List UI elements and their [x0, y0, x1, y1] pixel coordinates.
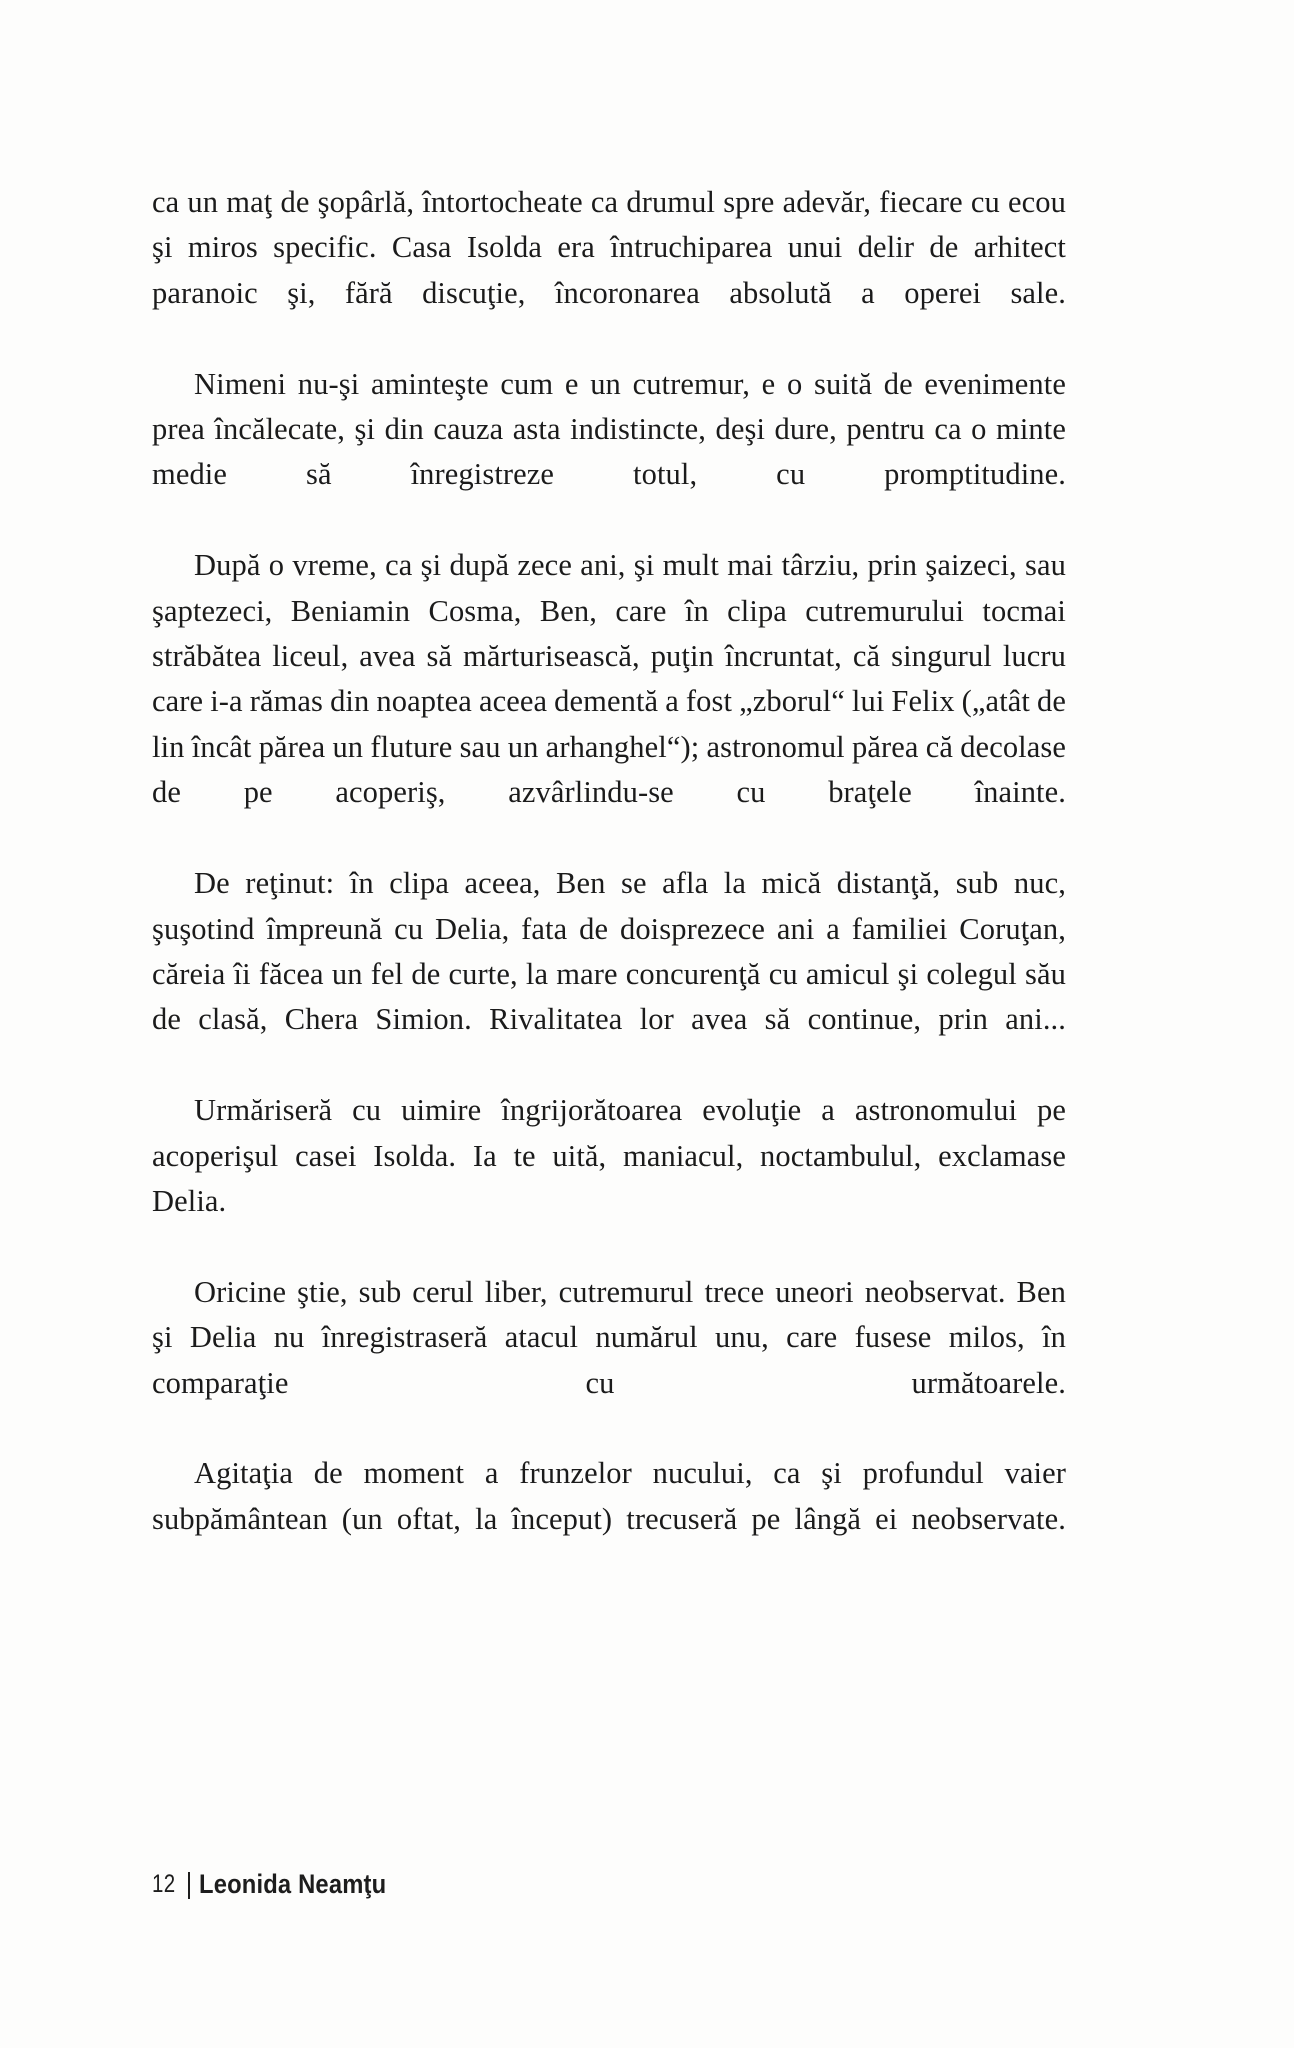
body-text-column: [152, 180, 1066, 1588]
paragraph: De reţinut: în clipa aceea, Ben se afla la mică distanţă, sub nuc, şuşotind împreună cu Delia, fata de doisprezece ani a familiei Coruţan, căreia îi făcea un fel de curte, la mare concurenţă cu amicul şi colegul său de clasă, Chera Simion. Rivalitatea lor avea să continue, prin ani...: [152, 866, 1066, 1037]
page-number: 12: [152, 1870, 176, 1898]
paragraph: Oricine ştie, sub cerul liber, cutremurul trece uneori neobservat. Ben şi Delia nu înregistraseră atacul numărul unu, care fusese milos, în comparaţie cu următoarele.: [152, 1274, 1066, 1400]
paragraph: Agitaţia de moment a frunzelor nucului, ca şi profundul vaier subpământean (un oftat, la început) trecuseră pe lângă ei neobservate.: [152, 1456, 1066, 1536]
paragraph: ca un maţ de şopârlă, întortocheate ca drumul spre adevăr, fiecare cu ecou şi miros specific. Casa Isolda era întruchiparea unui delir de arhitect paranoic şi, fără discuţie, încoronarea absolută a operei sale.: [152, 185, 1066, 310]
footer-separator-rule: [188, 1872, 190, 1899]
paragraph: Nimeni nu-şi aminteşte cum e un cutremur, e o suită de evenimente prea încălecate, şi din cauza asta indistincte, deşi dure, pentru ca o minte medie să înregistreze totul, cu promptitudine.: [152, 366, 1066, 492]
page-footer: [152, 1869, 412, 1900]
paragraph: După o vreme, ca şi după zece ani, şi mult mai târziu, prin şaizeci, sau şaptezeci, Beniamin Cosma, Ben, care în clipa cutremurului tocmai străbătea liceul, avea să mărturisească, puţin încruntat, că singurul lucru care i-a rămas din noaptea aceea dementă a fost „zborul“ lui Felix („atât de lin încât părea un fluture sau un arhanghel“); astronomul părea că decolase de pe acoperiş, azvârlindu-se cu braţele înainte.: [152, 548, 1066, 810]
footer-author-name: Leonida Neamţu: [198, 1869, 387, 1899]
paragraph: Urmăriseră cu uimire îngrijorătoarea evoluţie a astronomului pe acoperişul casei Isolda. Ia te uită, maniacul, noctambulul, exclamase Delia.: [152, 1093, 1066, 1218]
